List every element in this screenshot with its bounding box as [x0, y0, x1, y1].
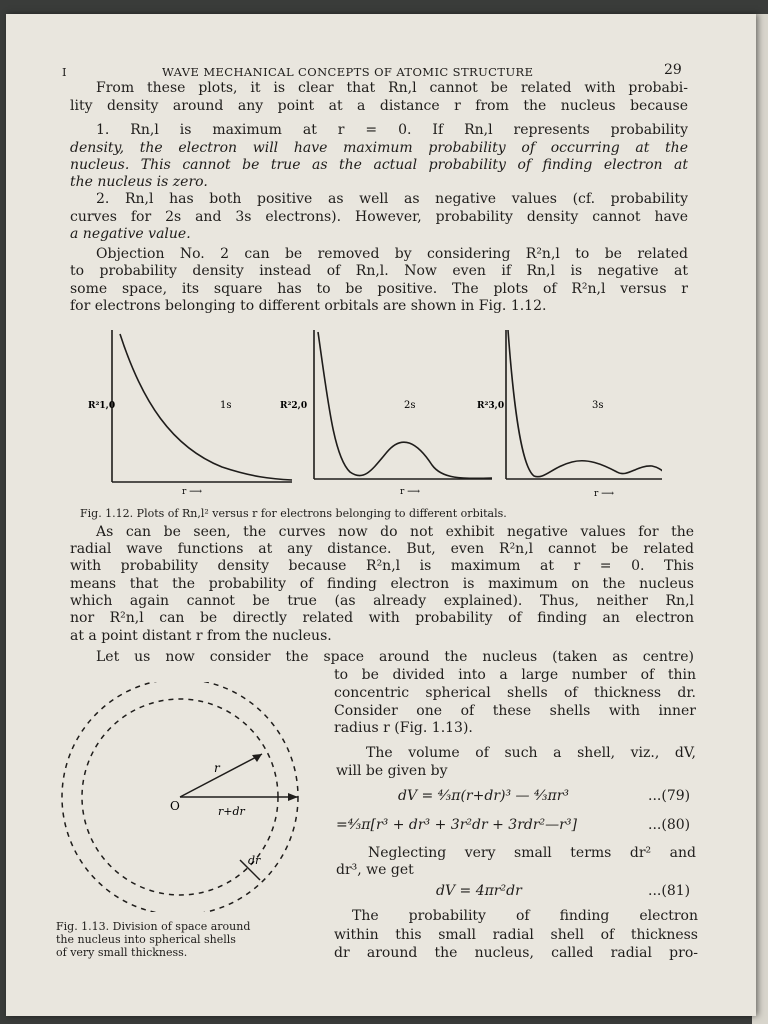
body-line: lity density around any point at a distance r from the nucleus because: [70, 98, 688, 114]
body-line: the nucleus is zero.: [70, 174, 208, 190]
figure-1-13-caption-line: the nucleus into spherical shells: [56, 933, 236, 946]
body-line: to be divided into a large number of thin: [334, 667, 696, 683]
body-line: a negative value.: [70, 226, 191, 242]
radius-line: [180, 754, 262, 797]
body-line: curves for 2s and 3s electrons). However, probability density cannot have: [70, 209, 688, 225]
body-line: Consider one of these shells with inner: [334, 703, 696, 719]
body-line: nor R²n,l can be directly related with probability of finding an electron: [70, 610, 694, 626]
panel-3s-ylabel: R²3,0: [477, 401, 505, 411]
equation-81: dV = 4πr²dr: [436, 883, 522, 899]
equation-80: =⁴⁄₃π[r³ + dr³ + 3r²dr + 3rdr²—r³]: [336, 817, 577, 833]
label-r: r: [214, 761, 220, 775]
body-line: As can be seen, the curves now do not exhibit negative values for the: [96, 524, 694, 540]
page-number: 29: [664, 62, 682, 78]
body-line: density, the electron will have maximum probability of occurring at the: [70, 140, 688, 156]
running-header: WAVE MECHANICAL CONCEPTS OF ATOMIC STRUCTURE: [162, 65, 534, 79]
panel-3s-xlabel: r ⟶: [594, 489, 615, 499]
body-line: at a point distant r from the nucleus.: [70, 628, 332, 644]
equation-79-tag: ...(79): [648, 788, 691, 804]
body-line: radius r (Fig. 1.13).: [334, 720, 473, 736]
figure-1-13-caption-line: Fig. 1.13. Division of space around: [56, 920, 251, 933]
body-line: within this small radial shell of thickness: [334, 927, 698, 943]
chapter-number: I: [62, 65, 67, 79]
body-line: with probability density because R²n,l is maximum at r = 0. This: [70, 558, 694, 574]
body-line: some space, its square has to be positive. The plots of R²n,l versus r: [70, 281, 688, 297]
body-line: nucleus. This cannot be true as the actual probability of finding electron at: [70, 157, 688, 173]
body-line: means that the probability of finding electron is maximum on the nucleus: [70, 576, 694, 592]
equation-79: dV = ⁴⁄₃π(r+dr)³ — ⁴⁄₃πr³: [398, 788, 570, 804]
equation-80-tag: ...(80): [648, 817, 691, 833]
body-line: dr³, we get: [336, 862, 414, 878]
body-line: From these plots, it is clear that Rn,l cannot be related with probabi-: [96, 80, 688, 96]
body-line: Objection No. 2 can be removed by considering R²n,l to be related: [96, 246, 688, 262]
body-line: The volume of such a shell, viz., dV,: [366, 745, 696, 761]
body-line: Let us now consider the space around the nucleus (taken as centre): [96, 649, 694, 665]
figure-1-12-caption: Fig. 1.12. Plots of Rn,l² versus r for electrons belonging to different orbitals.: [80, 507, 507, 520]
outer-radius-arrowhead: [288, 793, 298, 801]
figure-1-13-caption-line: of very small thickness.: [56, 946, 188, 959]
body-line: will be given by: [336, 763, 448, 779]
curve-1s: [120, 334, 292, 480]
panel-3s-orbital: 3s: [592, 400, 604, 411]
body-line: which again cannot be true (as already explained). Thus, neither Rn,l: [70, 593, 694, 609]
body-line: concentric spherical shells of thickness dr.: [334, 685, 696, 701]
body-line: to probability density instead of Rn,l. Now even if Rn,l is negative at: [70, 263, 688, 279]
body-line: for electrons belonging to different orbitals are shown in Fig. 1.12.: [70, 298, 547, 314]
equation-81-tag: ...(81): [648, 883, 691, 899]
label-dr: dr: [248, 854, 261, 867]
curve-3s: [508, 330, 662, 478]
body-line: 1. Rn,l is maximum at r = 0. If Rn,l represents probability: [96, 122, 688, 138]
panel-1s-xlabel: r ⟶: [182, 487, 203, 497]
body-line: Neglecting very small terms dr² and: [368, 845, 696, 861]
body-line: radial wave functions at any distance. But, even R²n,l cannot be related: [70, 541, 694, 557]
label-r-plus-dr: r+dr: [218, 805, 245, 818]
panel-2s-ylabel: R²2,0: [280, 401, 308, 411]
label-origin: O: [170, 799, 180, 813]
body-line: The probability of finding electron: [352, 908, 698, 924]
panel-1s-ylabel: R²1,0: [88, 401, 116, 411]
body-line: 2. Rn,l has both positive as well as negative values (cf. probability: [96, 191, 688, 207]
body-line: dr around the nucleus, called radial pro-: [334, 945, 698, 961]
figure-1-13: [50, 682, 330, 912]
panel-2s-xlabel: r ⟶: [400, 487, 421, 497]
figure-1-12: [82, 322, 662, 502]
panel-1s-orbital: 1s: [220, 400, 232, 411]
panel-2s-orbital: 2s: [404, 400, 416, 411]
